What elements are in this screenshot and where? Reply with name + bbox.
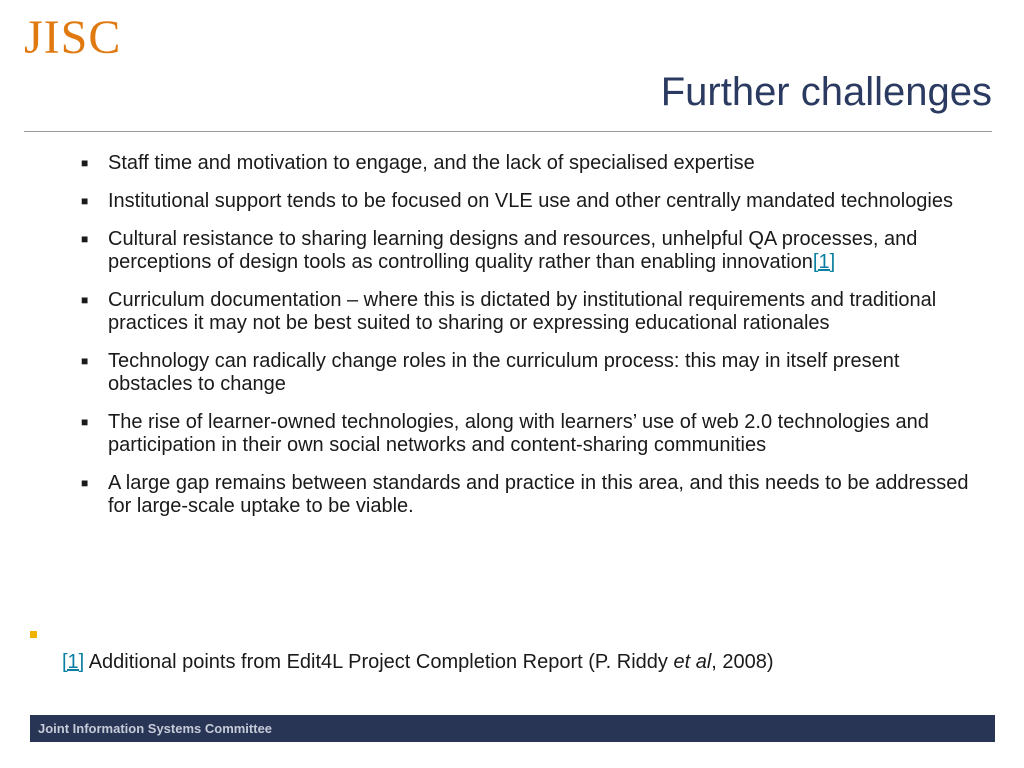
bullet-square-icon: ■ (81, 156, 89, 170)
bullet-text: A large gap remains between standards and practice in this area, and this needs to be addressed for large-scale uptake to be viable. (108, 472, 969, 517)
list-item (78, 289, 988, 335)
list-item (78, 152, 988, 175)
bullet-square-icon: ■ (81, 232, 89, 246)
bullet-text: Curriculum documentation – where this is dictated by institutional requirements and traditional practices it may not be best suited to sharing or expressing educational rationales (108, 289, 937, 334)
bullet-list (78, 152, 988, 533)
footnote-italic: et al (673, 651, 712, 673)
bullet-text: Institutional support tends to be focused on VLE use and other centrally mandated technologies (108, 190, 953, 212)
bullet-square-icon: ■ (81, 194, 89, 208)
bullet-text: Cultural resistance to sharing learning designs and resources, unhelpful QA processes, and perceptions of design tools as controlling quality rather than enabling innovation (108, 228, 918, 273)
bullet-square-icon: ■ (81, 476, 89, 490)
bullet-text: The rise of learner-owned technologies, along with learners’ use of web 2.0 technologies and participation in their own social networks and content-sharing communities (108, 411, 929, 456)
footnote-text-before: Additional points from Edit4L Project Completion Report (P. Riddy (84, 651, 674, 673)
list-item (78, 190, 988, 213)
list-item (78, 228, 988, 274)
footer-label: Joint Information Systems Committee (38, 721, 273, 736)
list-item (78, 350, 988, 396)
footer-bar (30, 715, 995, 742)
bullet-text: Staff time and motivation to engage, and the lack of specialised expertise (108, 152, 755, 174)
jisc-logo: JISC (24, 11, 122, 64)
footnote-ref-link[interactable]: [1] (812, 251, 836, 273)
list-item (78, 411, 988, 457)
bullet-text: Technology can radically change roles in the curriculum process: this may in itself present obstacles to change (108, 350, 900, 395)
footnote (62, 650, 774, 674)
bullet-square-icon: ■ (81, 415, 89, 429)
list-item (78, 472, 988, 518)
bullet-square-icon: ■ (81, 354, 89, 368)
footnote-anchor-link[interactable]: [1] (62, 651, 85, 673)
footnote-text-after: , 2008) (711, 651, 774, 673)
page-title: Further challenges (660, 70, 992, 114)
bullet-square-icon: ■ (81, 293, 89, 307)
title-divider (24, 131, 992, 132)
empty-bullet-icon (30, 631, 37, 638)
